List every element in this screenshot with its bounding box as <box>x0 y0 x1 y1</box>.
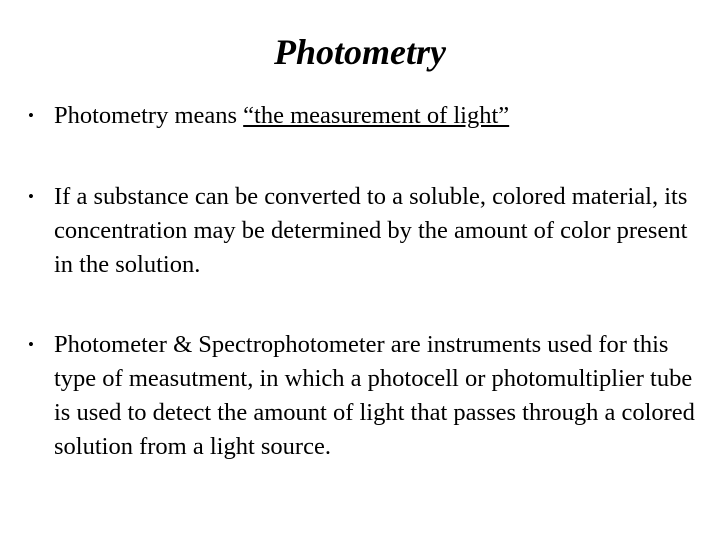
bullet-marker: • <box>28 187 34 206</box>
bullet-item <box>28 180 698 282</box>
bullet-item <box>28 99 698 133</box>
bullet-marker: • <box>28 335 34 354</box>
slide-title: Photometry <box>274 32 446 72</box>
bullet-marker: • <box>28 106 34 125</box>
bullet-text: If a substance can be converted to a soluble, colored material, its concentration may be determined by the amount of color present in the solution. <box>54 183 688 278</box>
underlined-phrase: “the measurement of light” <box>243 102 510 129</box>
bullet-text <box>54 99 698 133</box>
bullet-text: Photometer & Spectrophotometer are instruments used for this type of measutment, in which a photocell or photomultiplier tube is used to detect the amount of light that passes through a colored solution from a light source. <box>54 331 695 460</box>
bullet-text-plain: Photometry means <box>54 102 244 129</box>
bullet-item <box>28 328 698 464</box>
